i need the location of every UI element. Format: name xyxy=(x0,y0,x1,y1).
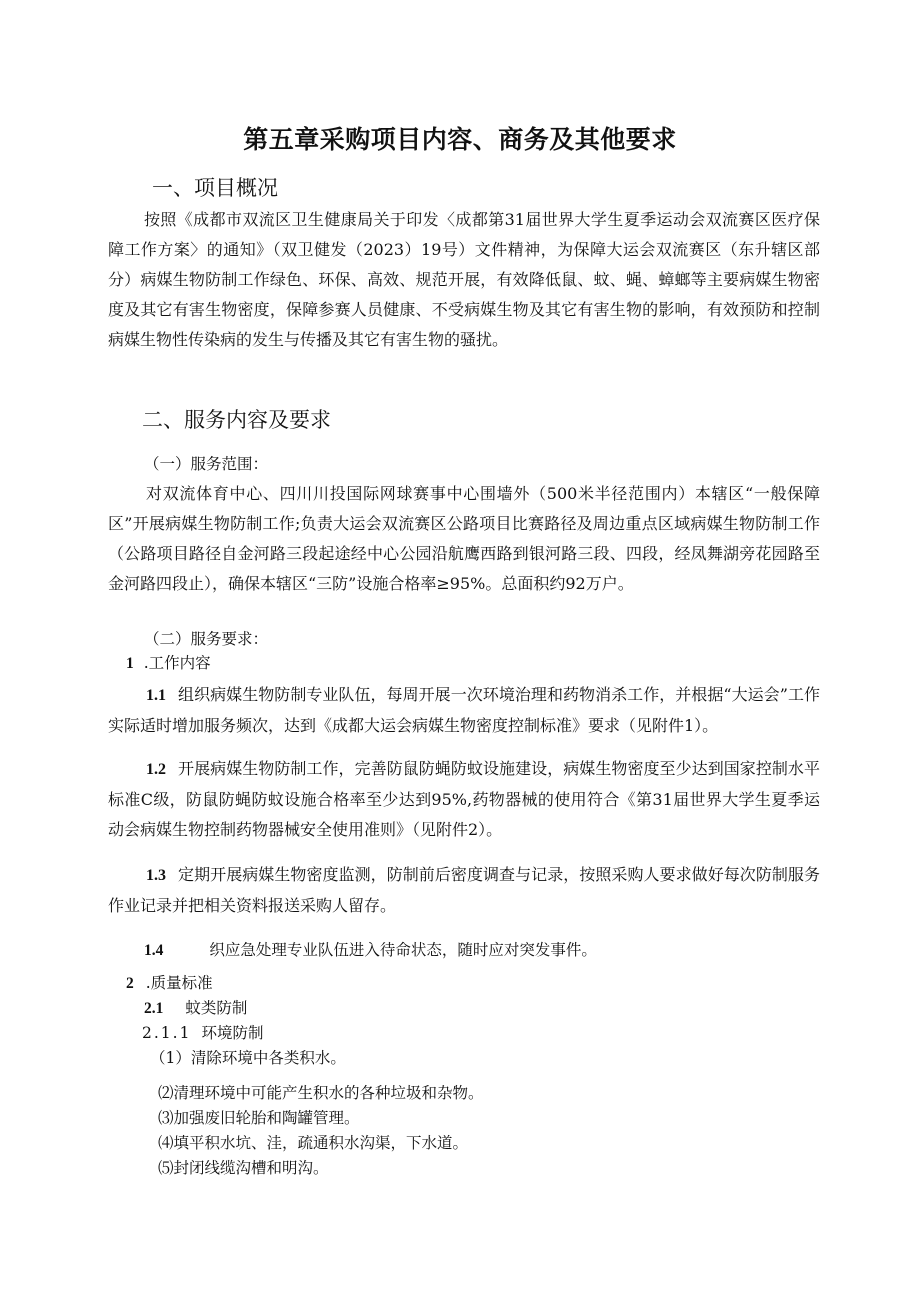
mosquito-number: 2.1 xyxy=(144,1000,164,1017)
page-title: 第五章采购项目内容、商务及其他要求 xyxy=(243,125,677,154)
item-1-3-number: 1.3 xyxy=(146,867,166,884)
quality-heading xyxy=(126,971,213,993)
section-heading-service: 二、服务内容及要求 xyxy=(142,408,331,432)
env-item-5: ⑸封闭线缆沟槽和明沟。 xyxy=(158,1159,329,1177)
work-content-label: .工作内容 xyxy=(143,654,211,672)
mosquito-label: 蚊类防制 xyxy=(185,999,248,1017)
mosquito-heading xyxy=(144,996,247,1018)
work-content-number: 1 xyxy=(126,655,134,672)
env-number: 2.1.1 xyxy=(142,1024,192,1042)
scope-paragraph: 对双流体育中心、四川川投国际网球赛事中心围墙外（500米半径范围内）本辖区“一般保障区”开展病媒生物防制工作;负责大运会双流赛区公路项目比赛路径及周边重点区域病媒生物防制工作（公路项目路径自金河路三段起途经中心公园沿航鹰西路到银河路三段、四段，经凤舞湖旁花园路至金河路四段止），确保本辖区“三防”设施合格率≥95%。总面积约92万户。 xyxy=(108,484,820,593)
item-1-4-number: 1.4 xyxy=(144,942,164,959)
overview-paragraph: 按照《成都市双流区卫生健康局关于印发〈成都第31届世界大学生夏季运动会双流赛区医疗保障工作方案〉的通知》（双卫健发（2023）19号）文件精神，为保障大运会双流赛区（东升辖区部分）病媒生物防制工作绿色、环保、高效、规范开展，有效降低鼠、蚊、蝇、蟑螂等主要病媒生物密度及其它有害生物密度，保障参赛人员健康、不受病媒生物及其它有害生物的影响，有效预防和控制病媒生物性传染病的发生与传播及其它有害生物的骚扰。 xyxy=(108,210,820,349)
item-1-1 xyxy=(108,680,820,741)
requirements-label: （二）服务要求： xyxy=(144,630,269,648)
scope-label: （一）服务范围： xyxy=(144,455,269,473)
item-1-2-number: 1.2 xyxy=(146,761,166,778)
env-label: 环境防制 xyxy=(201,1024,264,1042)
item-1-2-text: 开展病媒生物防制工作，完善防鼠防蝇防蚊设施建设，病媒生物密度至少达到国家控制水平标准C级，防鼠防蝇防蚊设施合格率至少达到95%,药物器械的使用符合《第31届世界大学生夏季运动会病媒生物控制药物器械安全使用准则》（见附件2）。 xyxy=(108,759,820,839)
quality-label: .质量标准 xyxy=(145,974,213,992)
item-1-3 xyxy=(108,860,820,921)
item-1-1-text: 组织病媒生物防制专业队伍，每周开展一次环境治理和药物消杀工作，并根据“大运会”工作实际适时增加服务频次，达到《成都大运会病媒生物密度控制标准》要求（见附件1）。 xyxy=(108,685,820,735)
item-1-1-number: 1.1 xyxy=(146,687,166,704)
work-content-heading xyxy=(126,651,211,673)
item-1-4 xyxy=(144,938,597,960)
item-1-2 xyxy=(108,754,820,845)
env-item-1: （1）清除环境中各类积水。 xyxy=(150,1049,346,1067)
env-heading xyxy=(142,1021,263,1043)
item-1-4-text: 织应急处理专业队伍进入待命状态，随时应对突发事件。 xyxy=(209,941,597,959)
env-item-2: ⑵清理环境中可能产生积水的各种垃圾和杂物。 xyxy=(158,1084,484,1102)
env-item-4: ⑷填平积水坑、洼，疏通积水沟渠，下水道。 xyxy=(158,1134,469,1152)
env-item-3: ⑶加强废旧轮胎和陶罐管理。 xyxy=(158,1109,360,1127)
item-1-3-text: 定期开展病媒生物密度监测，防制前后密度调查与记录，按照采购人要求做好每次防制服务作业记录并把相关资料报送采购人留存。 xyxy=(108,865,820,915)
section-heading-overview: 一、项目概况 xyxy=(152,176,278,200)
quality-number: 2 xyxy=(126,975,134,992)
